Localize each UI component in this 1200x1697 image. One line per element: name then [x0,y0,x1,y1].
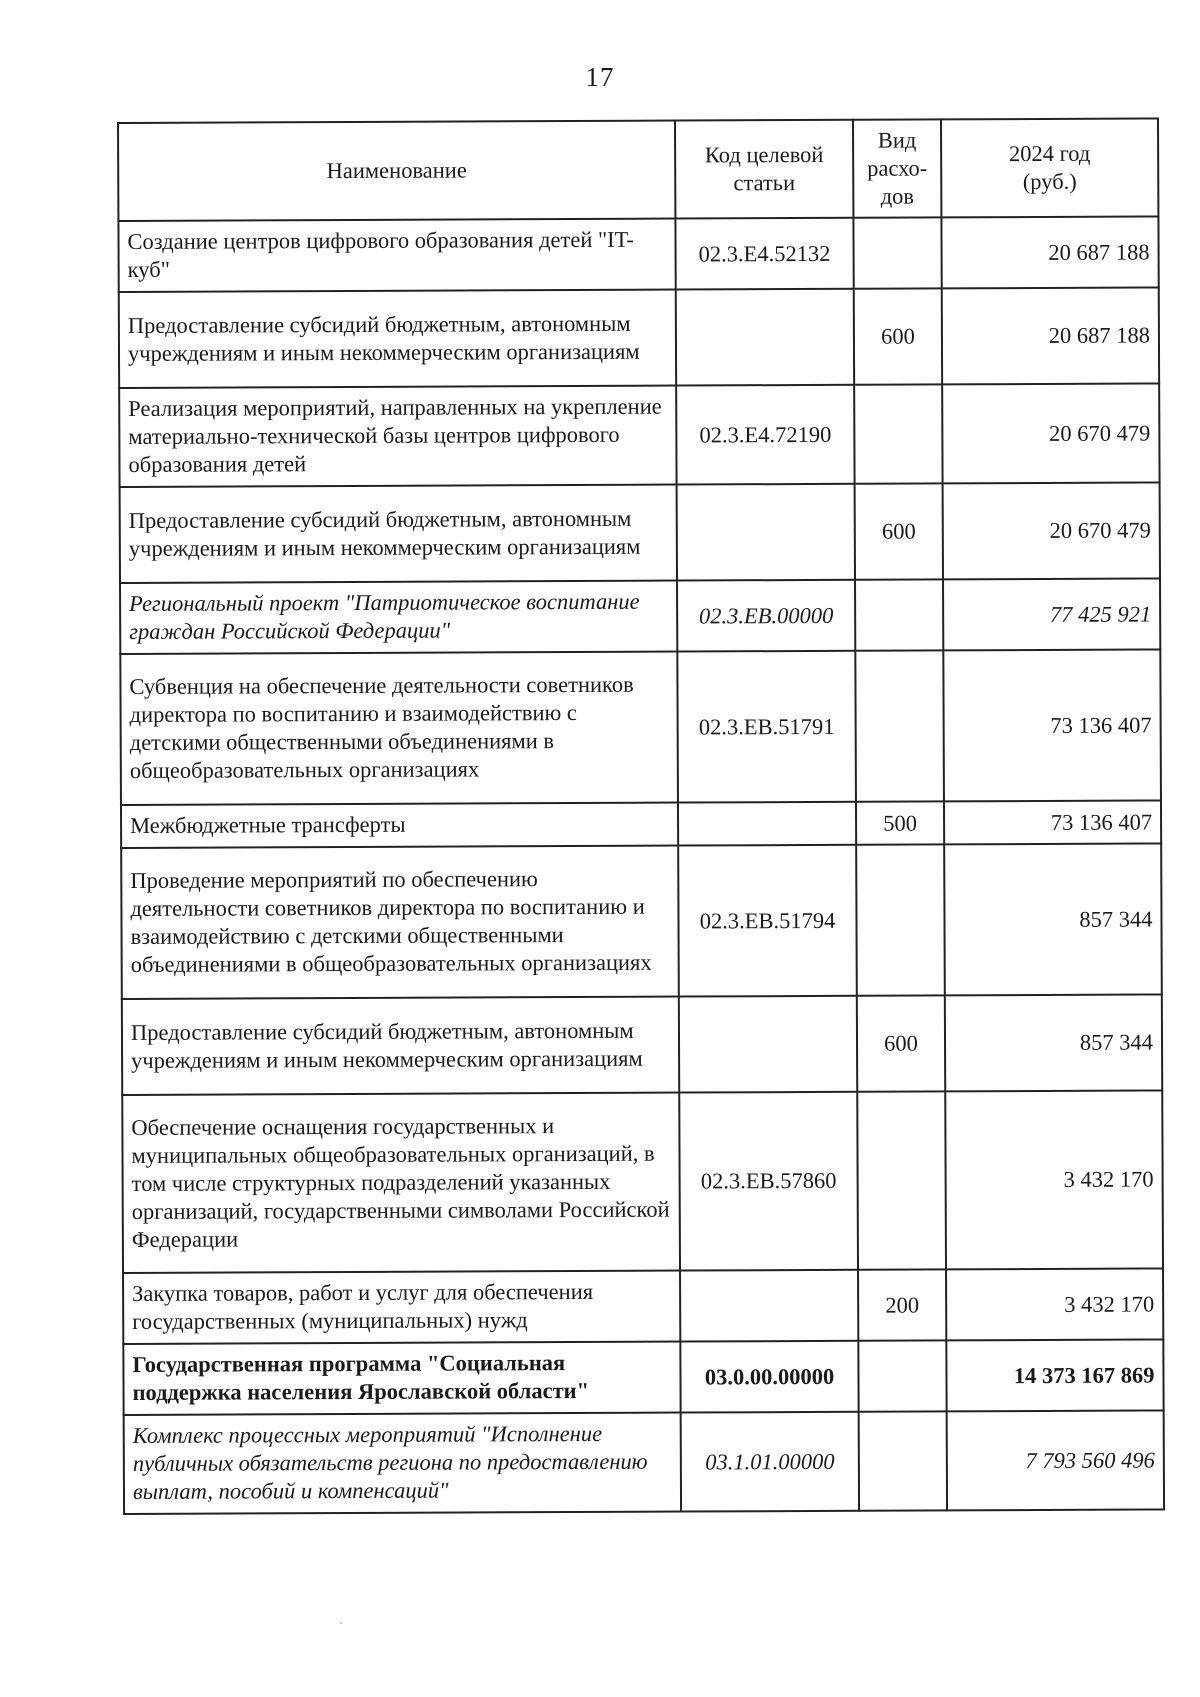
table-row [120,578,1160,654]
row-name: Закупка товаров, работ и услуг для обеспечения государственных (муниципальных) нужд [123,1271,680,1344]
table-row [124,1410,1164,1514]
row-amount: 20 687 188 [942,287,1159,384]
table-row [118,216,1158,292]
row-amount: 7 793 560 496 [947,1410,1164,1510]
row-amount: 20 687 188 [941,216,1158,288]
row-name: Реализация мероприятий, направленных на укрепление материально-технической базы центров цифрового образования детей [119,386,676,487]
row-code: 03.0.00.00000 [680,1341,858,1413]
row-amount: 3 432 170 [946,1268,1163,1340]
row-kind [855,650,944,801]
scan-speck [340,1622,342,1624]
page-number: 17 [585,62,615,92]
row-code: 02.3.EB.51791 [677,651,856,803]
row-kind: 600 [854,288,942,384]
row-name: Обеспечение оснащения государственных и муниципальных общеобразовательных организаций, в том числе структурных подразделений указанных организаций, государственными символами Российской Федерации [122,1093,680,1273]
row-amount: 77 425 921 [943,578,1160,650]
row-name: Предоставление субсидий бюджетным, автономным учреждениям и иным некоммерческим организациям [122,997,679,1095]
row-amount: 857 344 [944,843,1162,995]
row-code: 02.3.EB.00000 [677,580,855,652]
row-amount: 14 373 167 869 [946,1339,1163,1411]
row-code [680,1270,858,1342]
row-kind [857,1091,946,1269]
row-code [679,996,857,1093]
table-body [118,216,1164,1514]
row-name: Предоставление субсидий бюджетным, автономным учреждениям и иным некоммерческим организациям [120,485,677,583]
table-row [120,482,1160,583]
row-code [676,289,854,386]
row-kind [855,579,943,650]
header-amount: 2024 год (руб.) [941,118,1158,217]
row-kind [853,217,941,288]
row-kind [854,384,942,483]
row-code [678,802,856,846]
row-code [677,484,855,581]
row-code: 02.3.E4.52132 [675,218,853,290]
row-kind: 200 [858,1269,946,1340]
row-name: Государственная программа "Социальная поддержка населения Ярославской области" [123,1342,680,1415]
row-kind: 600 [855,483,943,579]
row-name: Субвенция на обеспечение деятельности советников директора по воспитанию и взаимодействию с детскими общественными объединениями в общеобразовательных организациях [120,652,678,805]
table-row [121,800,1161,848]
row-amount: 20 670 479 [942,383,1159,483]
table-row [119,383,1159,487]
row-kind [859,1411,947,1510]
row-amount: 857 344 [945,994,1162,1091]
row-amount: 73 136 407 [944,800,1161,844]
row-code: 03.1.01.00000 [681,1412,859,1512]
table-row [123,1339,1163,1415]
row-kind: 500 [856,801,944,844]
table-header-row [118,118,1158,221]
row-kind: 600 [857,995,945,1091]
header-name: Наименование [118,121,675,221]
row-code: 02.3.E4.72190 [676,385,854,485]
table-row [122,994,1162,1095]
row-name: Межбюджетные трансферты [121,803,678,848]
row-amount: 20 670 479 [943,482,1160,579]
table-row [122,1090,1163,1273]
row-amount: 73 136 407 [943,649,1161,801]
table-row [123,1268,1163,1344]
row-code: 02.3.EB.51794 [678,845,857,997]
header-kind: Вид расхо- дов [853,119,941,217]
row-amount: 3 432 170 [945,1090,1163,1269]
row-name: Предоставление субсидий бюджетным, автономным учреждениям и иным некоммерческим организациям [119,290,676,388]
row-code: 02.3.EB.57860 [679,1092,858,1271]
row-name: Региональный проект "Патриотическое воспитание граждан Российской Федерации" [120,581,677,654]
table-row [121,843,1162,999]
row-name: Проведение мероприятий по обеспечению деятельности советников директора по воспитанию и взаимодействию с детскими общественными объединениями в общеобразовательных организациях [121,846,679,999]
table-row [120,649,1161,805]
row-name: Комплекс процессных мероприятий "Исполнение публичных обязательств региона по предоставлению выплат, пособий и компенсаций" [124,1413,681,1514]
budget-table [117,117,1165,1515]
header-code: Код целевой статьи [675,120,853,219]
row-kind [858,1340,946,1411]
row-kind [856,844,945,995]
row-name: Создание центров цифрового образования детей "IT-куб" [118,219,675,292]
table-row [119,287,1159,388]
